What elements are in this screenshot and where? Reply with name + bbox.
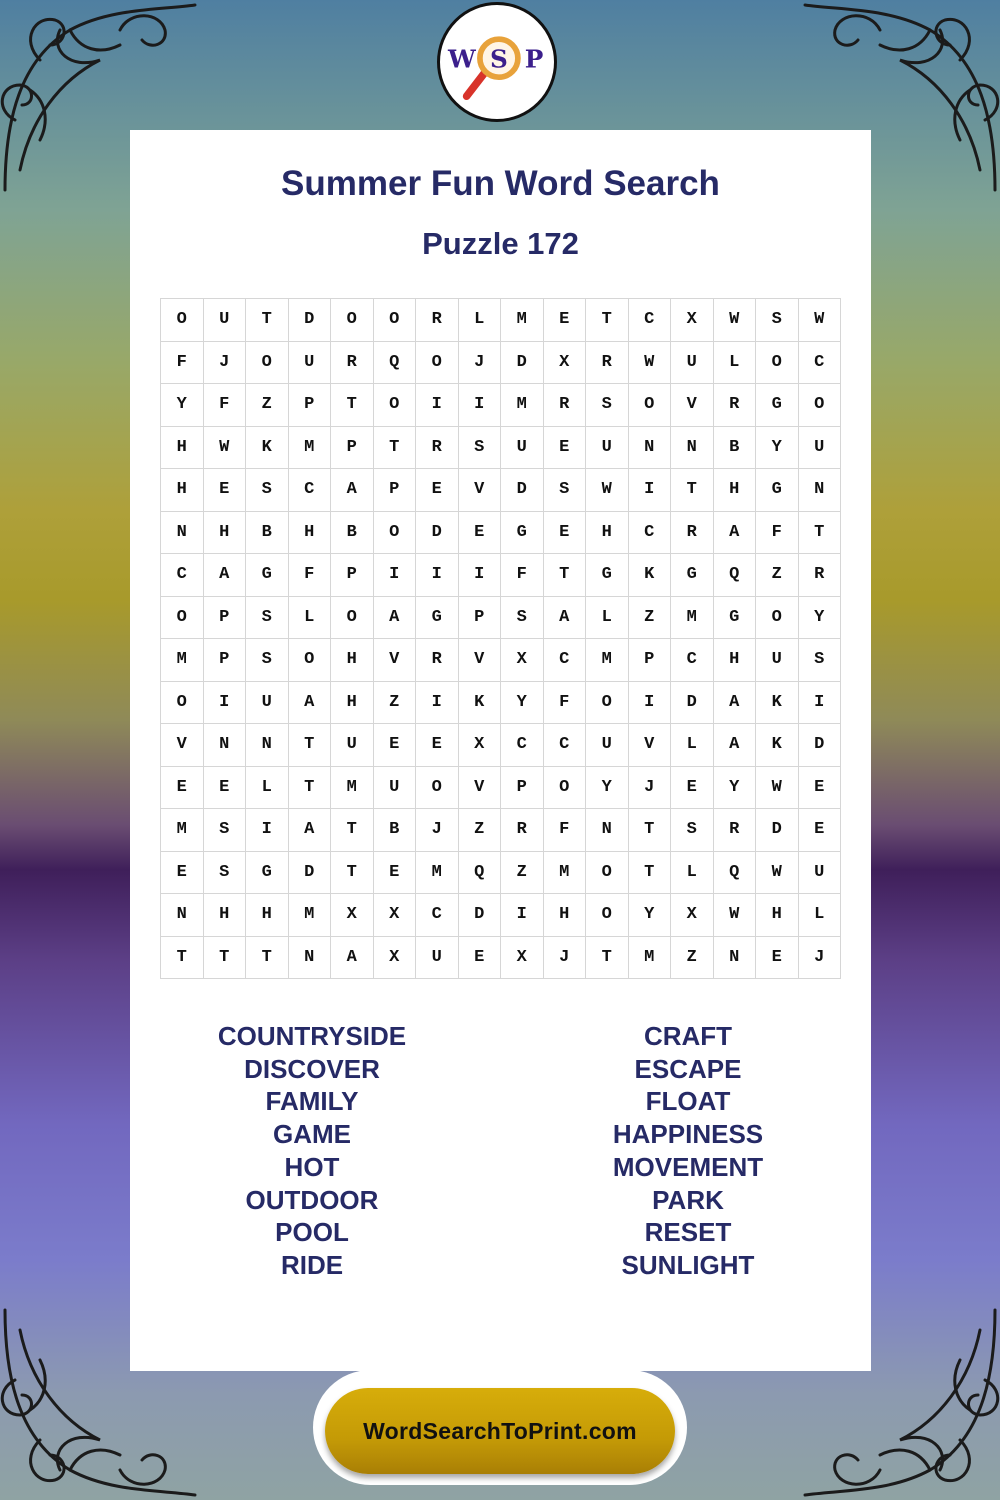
grid-cell[interactable]: R <box>416 639 459 682</box>
puzzle-sheet <box>130 130 871 1371</box>
grid-cell[interactable]: W <box>629 342 672 385</box>
grid-cell[interactable]: T <box>204 937 247 980</box>
grid-cell[interactable]: R <box>501 809 544 852</box>
wsp-logo[interactable] <box>437 2 557 122</box>
grid-cell[interactable]: F <box>161 342 204 385</box>
grid-cell[interactable]: I <box>799 682 842 725</box>
grid-cell[interactable]: X <box>501 937 544 980</box>
grid-cell[interactable]: E <box>204 469 247 512</box>
grid-cell[interactable]: J <box>416 809 459 852</box>
grid-cell[interactable]: J <box>459 342 502 385</box>
grid-cell[interactable]: N <box>161 894 204 937</box>
grid-cell[interactable]: R <box>714 384 757 427</box>
grid-cell[interactable]: T <box>331 809 374 852</box>
grid-cell[interactable]: R <box>416 299 459 342</box>
grid-cell[interactable]: I <box>246 809 289 852</box>
grid-cell[interactable]: D <box>459 894 502 937</box>
grid-cell[interactable]: P <box>331 554 374 597</box>
word-list-item: RESET <box>644 1217 732 1248</box>
grid-cell[interactable]: E <box>374 852 417 895</box>
grid-cell[interactable]: U <box>501 427 544 470</box>
logo-letter-p: P <box>524 44 544 74</box>
grid-cell[interactable]: K <box>629 554 672 597</box>
word-list-item: HAPPINESS <box>612 1119 764 1150</box>
word-list-item: OUTDOOR <box>245 1184 379 1215</box>
word-list-item: ESCAPE <box>634 1053 742 1084</box>
grid-cell[interactable]: A <box>544 597 587 640</box>
grid-cell[interactable]: W <box>756 767 799 810</box>
grid-cell[interactable]: U <box>671 342 714 385</box>
word-list-item: FLOAT <box>645 1086 731 1117</box>
grid-cell[interactable]: V <box>374 639 417 682</box>
grid-cell[interactable]: B <box>714 427 757 470</box>
grid-cell[interactable]: F <box>289 554 332 597</box>
grid-cell[interactable]: N <box>246 724 289 767</box>
grid-cell[interactable]: N <box>204 724 247 767</box>
grid-cell[interactable]: E <box>204 767 247 810</box>
grid-cell[interactable]: N <box>714 937 757 980</box>
grid-cell[interactable]: U <box>799 852 842 895</box>
grid-cell[interactable]: M <box>544 852 587 895</box>
grid-cell[interactable]: T <box>799 512 842 555</box>
grid-cell[interactable]: Y <box>629 894 672 937</box>
grid-cell[interactable]: E <box>799 767 842 810</box>
grid-cell[interactable]: Z <box>459 809 502 852</box>
grid-cell[interactable]: G <box>714 597 757 640</box>
grid-cell[interactable]: O <box>374 299 417 342</box>
word-list-item: MOVEMENT <box>612 1151 764 1182</box>
grid-cell[interactable]: S <box>246 597 289 640</box>
page-title: Summer Fun Word Search <box>281 164 720 203</box>
grid-cell[interactable]: P <box>331 427 374 470</box>
grid-cell[interactable]: O <box>289 639 332 682</box>
grid-cell[interactable]: F <box>544 809 587 852</box>
grid-cell[interactable]: K <box>756 682 799 725</box>
grid-cell[interactable]: E <box>544 299 587 342</box>
grid-cell[interactable]: C <box>501 724 544 767</box>
grid-cell[interactable]: V <box>671 384 714 427</box>
grid-cell[interactable]: W <box>756 852 799 895</box>
grid-cell[interactable]: L <box>289 597 332 640</box>
word-list-item: FAMILY <box>265 1086 359 1117</box>
grid-cell[interactable]: M <box>289 894 332 937</box>
grid-cell[interactable]: U <box>799 427 842 470</box>
grid-cell[interactable]: G <box>416 597 459 640</box>
grid-cell[interactable]: O <box>586 852 629 895</box>
grid-cell[interactable]: T <box>544 554 587 597</box>
grid-cell[interactable]: O <box>161 597 204 640</box>
grid-cell[interactable]: U <box>756 639 799 682</box>
grid-cell[interactable]: M <box>501 384 544 427</box>
grid-cell[interactable]: S <box>671 809 714 852</box>
grid-cell[interactable]: J <box>544 937 587 980</box>
grid-cell[interactable]: D <box>501 342 544 385</box>
grid-cell[interactable]: A <box>289 682 332 725</box>
logo-letter-w: W <box>447 44 476 74</box>
grid-cell[interactable]: Y <box>161 384 204 427</box>
grid-cell[interactable]: O <box>416 767 459 810</box>
word-list-item: DISCOVER <box>244 1053 380 1084</box>
grid-cell[interactable]: U <box>246 682 289 725</box>
grid-cell[interactable]: U <box>374 767 417 810</box>
grid-cell[interactable]: G <box>756 469 799 512</box>
grid-cell[interactable]: M <box>416 852 459 895</box>
grid-cell[interactable]: H <box>331 639 374 682</box>
grid-cell[interactable]: T <box>289 767 332 810</box>
grid-cell[interactable]: D <box>756 809 799 852</box>
grid-cell[interactable]: R <box>416 427 459 470</box>
grid-cell[interactable]: C <box>629 299 672 342</box>
grid-cell[interactable]: L <box>671 724 714 767</box>
grid-cell[interactable]: S <box>544 469 587 512</box>
grid-cell[interactable]: X <box>671 894 714 937</box>
grid-cell[interactable]: U <box>289 342 332 385</box>
grid-cell[interactable]: S <box>586 384 629 427</box>
grid-cell[interactable]: C <box>289 469 332 512</box>
grid-cell[interactable]: T <box>586 937 629 980</box>
grid-cell[interactable]: L <box>459 299 502 342</box>
grid-cell[interactable]: P <box>501 767 544 810</box>
grid-cell[interactable]: Z <box>756 554 799 597</box>
grid-cell[interactable]: U <box>416 937 459 980</box>
grid-cell[interactable]: Z <box>374 682 417 725</box>
grid-cell[interactable]: G <box>246 852 289 895</box>
grid-cell[interactable]: J <box>799 937 842 980</box>
grid-cell[interactable]: U <box>331 724 374 767</box>
grid-cell[interactable]: Y <box>586 767 629 810</box>
grid-cell[interactable]: H <box>544 894 587 937</box>
grid-cell[interactable]: E <box>416 724 459 767</box>
grid-cell[interactable]: P <box>204 639 247 682</box>
grid-cell[interactable]: S <box>204 809 247 852</box>
grid-cell[interactable]: V <box>161 724 204 767</box>
grid-cell[interactable]: S <box>459 427 502 470</box>
grid-cell[interactable]: H <box>289 512 332 555</box>
grid-cell[interactable]: V <box>459 469 502 512</box>
word-list-item: HOT <box>284 1151 340 1182</box>
grid-cell[interactable]: T <box>246 299 289 342</box>
grid-cell[interactable]: J <box>629 767 672 810</box>
word-list-right <box>538 1020 838 1282</box>
grid-cell[interactable]: P <box>629 639 672 682</box>
grid-cell[interactable]: H <box>714 639 757 682</box>
grid-cell[interactable]: Q <box>374 342 417 385</box>
grid-cell[interactable]: T <box>289 724 332 767</box>
grid-cell[interactable]: I <box>416 554 459 597</box>
grid-cell[interactable]: N <box>671 427 714 470</box>
grid-cell[interactable]: I <box>459 384 502 427</box>
grid-cell[interactable]: P <box>289 384 332 427</box>
grid-cell[interactable]: O <box>374 384 417 427</box>
grid-cell[interactable]: E <box>544 512 587 555</box>
grid-cell[interactable]: E <box>459 937 502 980</box>
grid-cell[interactable]: O <box>544 767 587 810</box>
site-link-text: WordSearchToPrint.com <box>363 1417 637 1444</box>
grid-cell[interactable]: N <box>289 937 332 980</box>
grid-cell[interactable]: C <box>629 512 672 555</box>
grid-cell[interactable]: O <box>374 512 417 555</box>
word-list-item: COUNTRYSIDE <box>217 1021 407 1051</box>
grid-cell[interactable]: Z <box>629 597 672 640</box>
grid-cell[interactable]: D <box>501 469 544 512</box>
grid-cell[interactable]: D <box>416 512 459 555</box>
grid-cell[interactable]: M <box>671 597 714 640</box>
grid-cell[interactable]: M <box>289 427 332 470</box>
grid-cell[interactable]: C <box>799 342 842 385</box>
word-list-item: PARK <box>652 1184 724 1215</box>
grid-cell[interactable]: H <box>586 512 629 555</box>
grid-cell[interactable]: O <box>246 342 289 385</box>
grid-cell[interactable]: T <box>331 384 374 427</box>
grid-cell[interactable]: U <box>204 299 247 342</box>
grid-cell[interactable]: T <box>246 937 289 980</box>
grid-cell[interactable]: S <box>799 639 842 682</box>
grid-cell[interactable]: A <box>331 469 374 512</box>
grid-cell[interactable]: T <box>161 937 204 980</box>
grid-cell[interactable]: R <box>714 809 757 852</box>
grid-cell[interactable]: F <box>756 512 799 555</box>
grid-cell[interactable]: E <box>459 512 502 555</box>
grid-cell[interactable]: L <box>799 894 842 937</box>
grid-cell[interactable]: W <box>714 894 757 937</box>
grid-cell[interactable]: E <box>544 427 587 470</box>
grid-cell[interactable]: E <box>799 809 842 852</box>
grid-cell[interactable]: G <box>756 384 799 427</box>
grid-cell[interactable]: M <box>586 639 629 682</box>
grid-cell[interactable]: H <box>246 894 289 937</box>
grid-cell[interactable]: Y <box>799 597 842 640</box>
word-list-item: POOL <box>275 1217 349 1248</box>
grid-cell[interactable]: C <box>416 894 459 937</box>
grid-cell[interactable]: R <box>331 342 374 385</box>
grid-cell[interactable]: K <box>756 724 799 767</box>
grid-cell[interactable]: R <box>671 512 714 555</box>
grid-cell[interactable]: L <box>246 767 289 810</box>
grid-cell[interactable]: F <box>544 682 587 725</box>
grid-cell[interactable]: T <box>586 299 629 342</box>
grid-cell[interactable]: J <box>204 342 247 385</box>
grid-cell[interactable]: T <box>331 852 374 895</box>
grid-cell[interactable]: W <box>799 299 842 342</box>
grid-cell[interactable]: D <box>289 299 332 342</box>
grid-cell[interactable]: L <box>586 597 629 640</box>
grid-cell[interactable]: I <box>204 682 247 725</box>
grid-cell[interactable]: L <box>671 852 714 895</box>
grid-cell[interactable]: L <box>714 342 757 385</box>
grid-cell[interactable]: B <box>331 512 374 555</box>
grid-cell[interactable]: Z <box>501 852 544 895</box>
grid-cell[interactable]: X <box>374 937 417 980</box>
grid-cell[interactable]: G <box>586 554 629 597</box>
grid-cell[interactable]: C <box>544 639 587 682</box>
grid-cell[interactable]: O <box>756 597 799 640</box>
grid-cell[interactable]: O <box>416 342 459 385</box>
grid-cell[interactable]: X <box>374 894 417 937</box>
grid-cell[interactable]: W <box>204 427 247 470</box>
grid-cell[interactable]: H <box>756 894 799 937</box>
grid-cell[interactable]: C <box>671 639 714 682</box>
grid-cell[interactable]: D <box>671 682 714 725</box>
grid-cell[interactable]: S <box>756 299 799 342</box>
grid-cell[interactable]: I <box>629 682 672 725</box>
grid-cell[interactable]: H <box>204 512 247 555</box>
grid-cell[interactable]: X <box>331 894 374 937</box>
grid-cell[interactable]: P <box>204 597 247 640</box>
grid-cell[interactable]: E <box>756 937 799 980</box>
grid-cell[interactable]: O <box>586 682 629 725</box>
grid-cell[interactable]: Y <box>714 767 757 810</box>
grid-cell[interactable]: S <box>204 852 247 895</box>
grid-cell[interactable]: Z <box>246 384 289 427</box>
grid-cell[interactable]: D <box>289 852 332 895</box>
grid-cell[interactable]: Q <box>459 852 502 895</box>
grid-cell[interactable]: X <box>501 639 544 682</box>
grid-cell[interactable]: V <box>629 724 672 767</box>
grid-cell[interactable]: R <box>544 384 587 427</box>
grid-cell[interactable]: O <box>331 597 374 640</box>
grid-cell[interactable]: Q <box>714 554 757 597</box>
puzzle-number: Puzzle 172 <box>422 226 579 261</box>
grid-cell[interactable]: M <box>501 299 544 342</box>
grid-cell[interactable]: E <box>374 724 417 767</box>
grid-cell[interactable]: T <box>629 852 672 895</box>
grid-cell[interactable]: M <box>331 767 374 810</box>
grid-cell[interactable]: C <box>544 724 587 767</box>
grid-cell[interactable]: R <box>586 342 629 385</box>
grid-cell[interactable]: X <box>459 724 502 767</box>
site-banner <box>313 1370 687 1485</box>
grid-cell[interactable]: T <box>671 469 714 512</box>
grid-cell[interactable]: O <box>586 894 629 937</box>
grid-cell[interactable]: O <box>331 299 374 342</box>
grid-cell[interactable]: X <box>544 342 587 385</box>
grid-cell[interactable]: O <box>629 384 672 427</box>
grid-cell[interactable]: W <box>586 469 629 512</box>
grid-cell[interactable]: R <box>799 554 842 597</box>
grid-cell[interactable]: H <box>331 682 374 725</box>
grid-cell[interactable]: V <box>459 767 502 810</box>
grid-cell[interactable]: C <box>161 554 204 597</box>
grid-cell[interactable]: A <box>374 597 417 640</box>
grid-cell[interactable]: H <box>204 894 247 937</box>
word-list-item: RIDE <box>280 1249 344 1280</box>
grid-cell[interactable]: N <box>586 809 629 852</box>
grid-cell[interactable]: H <box>161 427 204 470</box>
grid-cell[interactable]: U <box>586 427 629 470</box>
grid-cell[interactable]: M <box>161 639 204 682</box>
grid-cell[interactable]: S <box>246 639 289 682</box>
grid-cell[interactable]: Q <box>714 852 757 895</box>
grid-cell[interactable]: M <box>161 809 204 852</box>
grid-cell[interactable]: U <box>586 724 629 767</box>
grid-cell[interactable]: I <box>459 554 502 597</box>
grid-cell[interactable]: F <box>501 554 544 597</box>
word-list-item: CRAFT <box>643 1021 733 1051</box>
logo-letter-s: S <box>489 44 508 74</box>
grid-cell[interactable]: B <box>246 512 289 555</box>
grid-cell[interactable]: I <box>416 682 459 725</box>
grid-cell[interactable]: K <box>246 427 289 470</box>
word-list-left <box>162 1020 462 1282</box>
grid-cell[interactable]: V <box>459 639 502 682</box>
grid-cell[interactable]: I <box>416 384 459 427</box>
grid-cell[interactable]: G <box>671 554 714 597</box>
grid-cell[interactable]: A <box>204 554 247 597</box>
grid-cell[interactable]: Y <box>756 427 799 470</box>
grid-cell[interactable]: S <box>501 597 544 640</box>
grid-cell[interactable]: I <box>374 554 417 597</box>
grid-cell[interactable]: A <box>714 724 757 767</box>
grid-cell[interactable]: H <box>161 469 204 512</box>
grid-cell[interactable]: Y <box>501 682 544 725</box>
grid-cell[interactable]: T <box>629 809 672 852</box>
grid-cell[interactable]: E <box>161 767 204 810</box>
grid-cell[interactable]: G <box>246 554 289 597</box>
grid-cell[interactable]: A <box>714 682 757 725</box>
grid-cell[interactable]: B <box>374 809 417 852</box>
grid-cell[interactable]: O <box>161 682 204 725</box>
grid-cell[interactable]: N <box>161 512 204 555</box>
grid-cell[interactable]: T <box>374 427 417 470</box>
word-list-item: SUNLIGHT <box>621 1249 755 1280</box>
grid-cell[interactable]: D <box>799 724 842 767</box>
grid-cell[interactable]: P <box>374 469 417 512</box>
grid-cell[interactable]: O <box>161 299 204 342</box>
grid-cell[interactable]: H <box>714 469 757 512</box>
grid-cell[interactable]: I <box>629 469 672 512</box>
word-list-item: GAME <box>273 1119 351 1150</box>
grid-cell[interactable]: E <box>671 767 714 810</box>
grid-cell[interactable]: A <box>714 512 757 555</box>
grid-cell[interactable]: E <box>161 852 204 895</box>
grid-cell[interactable]: F <box>204 384 247 427</box>
grid-cell[interactable]: K <box>459 682 502 725</box>
letter-grid <box>160 298 841 979</box>
grid-cell[interactable]: M <box>629 937 672 980</box>
grid-cell[interactable]: P <box>459 597 502 640</box>
grid-cell[interactable]: A <box>331 937 374 980</box>
grid-cell[interactable]: X <box>671 299 714 342</box>
grid-cell[interactable]: S <box>246 469 289 512</box>
grid-cell[interactable]: N <box>629 427 672 470</box>
grid-cell[interactable]: N <box>799 469 842 512</box>
grid-cell[interactable]: W <box>714 299 757 342</box>
grid-cell[interactable]: E <box>416 469 459 512</box>
grid-cell[interactable]: O <box>799 384 842 427</box>
grid-cell[interactable]: Z <box>671 937 714 980</box>
grid-cell[interactable]: O <box>756 342 799 385</box>
grid-cell[interactable]: A <box>289 809 332 852</box>
grid-cell[interactable]: G <box>501 512 544 555</box>
magnifier-icon <box>440 5 554 119</box>
grid-cell[interactable]: I <box>501 894 544 937</box>
site-link-button[interactable] <box>325 1388 675 1474</box>
